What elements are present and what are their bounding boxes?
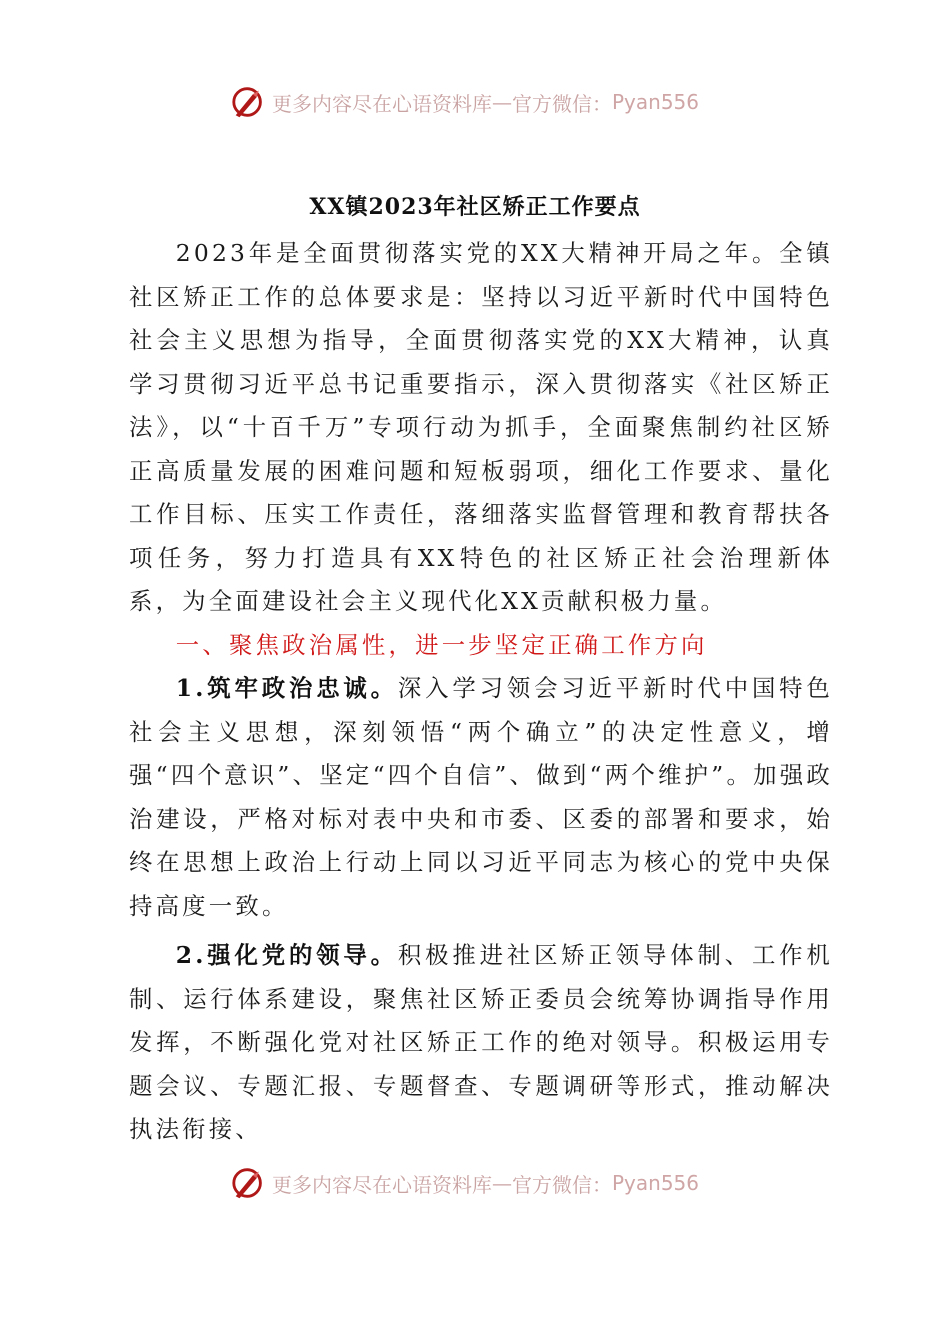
banner-wechat-label: 官方微信：	[512, 91, 612, 116]
banner-text: 更多内容尽在心语资料库	[272, 91, 492, 116]
banner-wechat-id: Pyan556	[612, 1171, 700, 1195]
document-title: XX镇2023年社区矫正工作要点	[309, 194, 641, 220]
banner-wechat-label: 官方微信：	[512, 1172, 612, 1197]
item-lead-2: 2.强化党的领导。	[175, 941, 398, 969]
item-body-1: 深入学习领会习近平新时代中国特色社会主义思想，深刻领悟“两个确立”的决定性意义，增强“四个意识”、坚定“四个自信”、做到“两个维护”。加强政治建设，严格对标对表中央和市委、区委的部署和要求，始终在思想上政治上行动上同以习近平同志为核心的党中央保持高度一致。	[129, 674, 834, 920]
watermark-banner-top	[230, 82, 699, 122]
pen-logo-icon	[230, 83, 268, 121]
document-body	[129, 232, 833, 1152]
item-paragraph-1	[129, 667, 833, 928]
banner-separator: —	[492, 90, 512, 114]
banner-text: 更多内容尽在心语资料库	[272, 1172, 492, 1197]
intro-paragraph: 2023年是全面贯彻落实党的XX大精神开局之年。全镇社区矫正工作的总体要求是：坚持以习近平新时代中国特色社会主义思想为指导，全面贯彻落实党的XX大精神，认真学习贯彻习近平总书记重要指示，深入贯彻落实《社区矫正法》，以“十百千万”专项行动为抓手，全面聚焦制约社区矫正高质量发展的困难问题和短板弱项，细化工作要求、量化工作目标、压实工作责任，落细落实监督管理和教育帮扶各项任务，努力打造具有XX特色的社区矫正社会治理新体系，为全面建设社会主义现代化XX贡献积极力量。	[129, 239, 833, 615]
pen-logo-icon	[230, 1164, 268, 1202]
section-heading: 一、聚焦政治属性，进一步坚定正确工作方向	[175, 630, 708, 659]
item-paragraph-2	[129, 934, 833, 1152]
item-lead-1: 1.筑牢政治忠诚。	[175, 674, 398, 702]
watermark-banner-bottom	[230, 1163, 699, 1203]
item-body-2: 积极推进社区矫正领导体制、工作机制、运行体系建设，聚焦社区矫正委员会统筹协调指导作用发挥，不断强化党对社区矫正工作的绝对领导。积极运用专题会议、专题汇报、专题督查、专题调研等形式，推动解决执法衔接、	[129, 941, 834, 1143]
banner-separator: —	[492, 1171, 512, 1195]
banner-wechat-id: Pyan556	[612, 90, 700, 114]
